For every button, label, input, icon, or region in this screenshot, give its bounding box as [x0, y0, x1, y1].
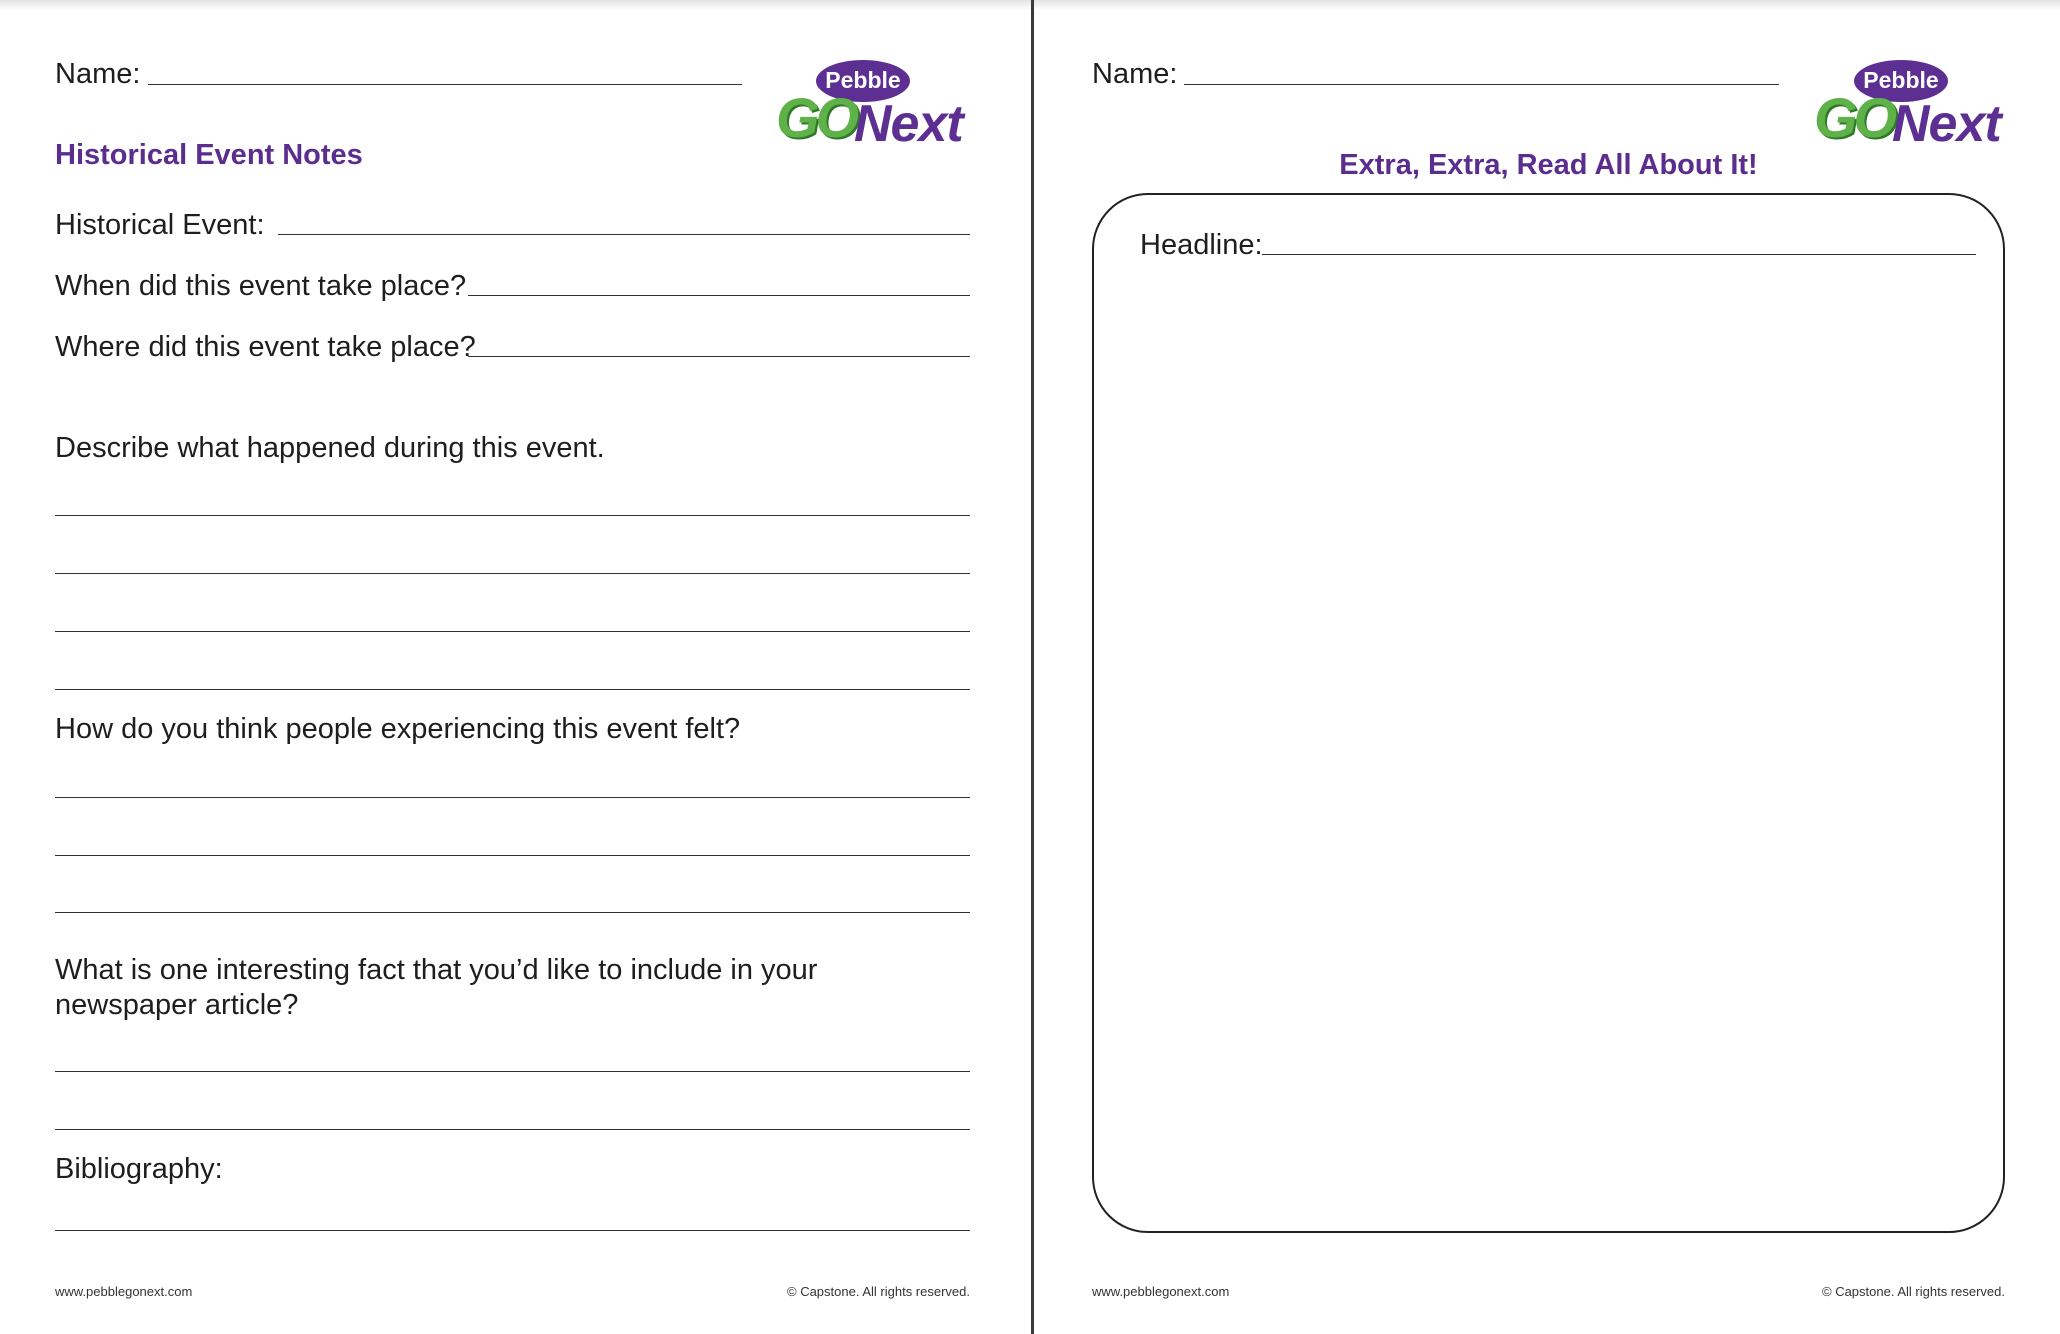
page-title: Historical Event Notes — [55, 139, 363, 171]
feel-line[interactable] — [55, 855, 970, 856]
bibliography-line[interactable] — [55, 1230, 970, 1231]
name-label: Name: — [1092, 58, 1178, 90]
where-label: Where did this event take place? — [55, 331, 476, 363]
describe-line[interactable] — [55, 689, 970, 690]
logo-go-text: GO — [1814, 86, 1894, 149]
footer-url: www.pebblegonext.com — [1092, 1284, 1230, 1299]
describe-line[interactable] — [55, 573, 970, 574]
logo-go-text: GO — [776, 86, 856, 149]
fact-line[interactable] — [55, 1129, 970, 1130]
headline-label: Headline: — [1140, 229, 1263, 261]
bibliography-label: Bibliography: — [55, 1153, 223, 1185]
fact-prompt-line1: What is one interesting fact that you’d like to include in your — [55, 954, 818, 986]
fact-prompt-line2: newspaper article? — [55, 989, 299, 1021]
feel-line[interactable] — [55, 912, 970, 913]
historical-event-label: Historical Event: — [55, 209, 265, 241]
describe-prompt: Describe what happened during this event. — [55, 432, 605, 464]
historical-event-line[interactable] — [278, 234, 970, 235]
footer-copyright: © Capstone. All rights reserved. — [1822, 1284, 2005, 1299]
name-label: Name: — [55, 58, 141, 90]
name-line[interactable] — [148, 84, 742, 85]
logo-next-text: Next — [854, 95, 963, 153]
pebble-go-next-logo — [1812, 60, 2012, 152]
logo-pebble-text: Pebble — [1863, 67, 1939, 93]
describe-line[interactable] — [55, 631, 970, 632]
page-divider — [1031, 0, 1034, 1334]
when-line[interactable] — [468, 295, 970, 296]
logo-next-text: Next — [1892, 95, 2001, 153]
name-line[interactable] — [1184, 84, 1779, 85]
logo-pebble-text: Pebble — [825, 67, 901, 93]
feel-line[interactable] — [55, 797, 970, 798]
page-title: Extra, Extra, Read All About It! — [1339, 149, 1758, 181]
when-label: When did this event take place? — [55, 270, 467, 302]
pebble-go-next-logo — [774, 60, 974, 152]
fact-line[interactable] — [55, 1071, 970, 1072]
describe-line[interactable] — [55, 515, 970, 516]
feel-prompt: How do you think people experiencing this event felt? — [55, 713, 741, 745]
headline-line[interactable] — [1262, 254, 1976, 255]
footer-url: www.pebblegonext.com — [55, 1284, 193, 1299]
newspaper-article-box[interactable] — [1092, 193, 2005, 1233]
where-line[interactable] — [468, 356, 970, 357]
footer-copyright: © Capstone. All rights reserved. — [787, 1284, 970, 1299]
